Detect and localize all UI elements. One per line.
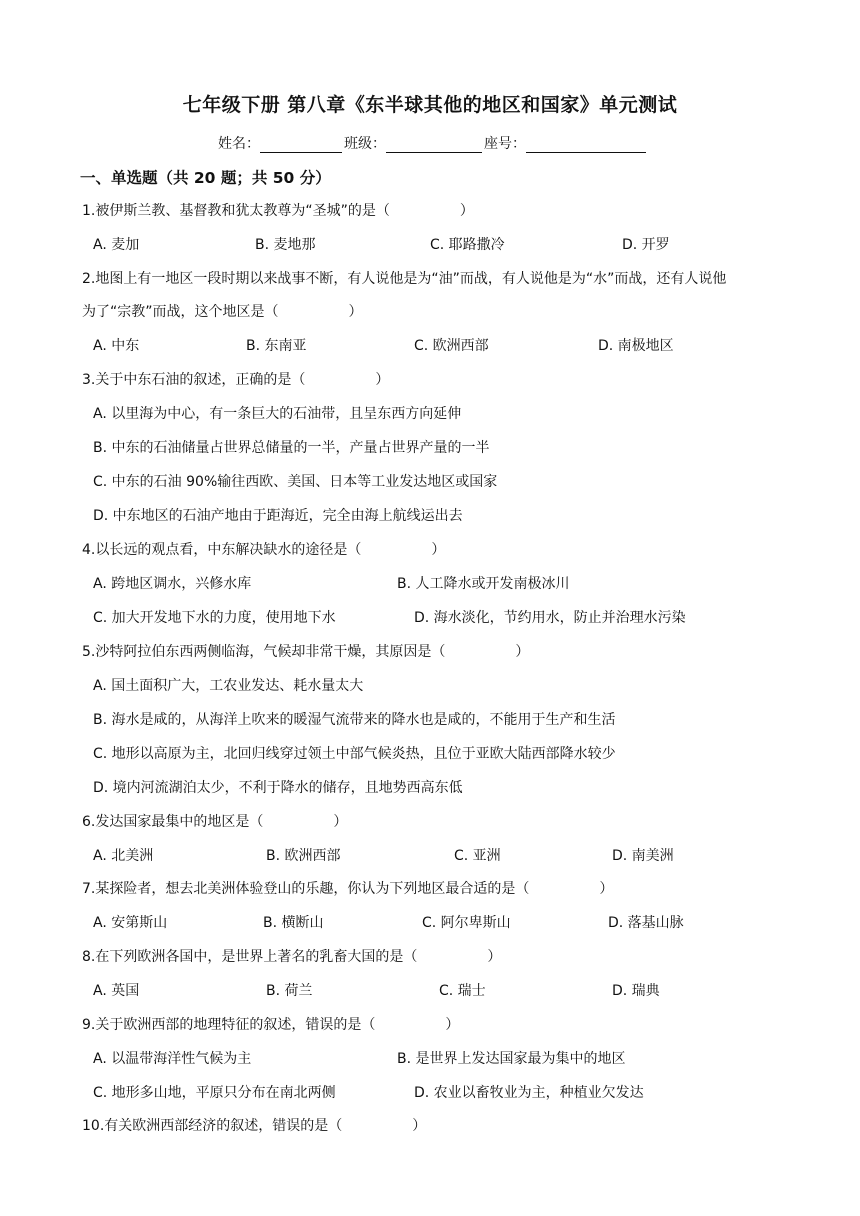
class-label: 班级： <box>344 136 386 152</box>
option-b[interactable]: B. 欧洲西部 <box>266 848 341 864</box>
question-stem-continued: 为了“宗教”而战，这个地区是（ ） <box>82 304 363 320</box>
question-stem: 10.有关欧洲西部经济的叙述，错误的是（ ） <box>82 1118 427 1134</box>
option-c[interactable]: C. 阿尔卑斯山 <box>422 915 511 931</box>
option-b[interactable]: B. 人工降水或开发南极冰川 <box>397 576 570 592</box>
option-c[interactable]: C. 地形多山地，平原只分布在南北两侧 <box>93 1085 336 1101</box>
option-a[interactable]: A. 以温带海洋性气候为主 <box>93 1051 252 1067</box>
student-info-line <box>218 133 648 153</box>
question-stem: 4.以长远的观点看，中东解决缺水的途径是（ ） <box>82 542 446 558</box>
question-stem: 8.在下列欧洲各国中，是世界上著名的乳畜大国的是（ ） <box>82 949 502 965</box>
option-d[interactable]: D. 瑞典 <box>612 983 660 999</box>
option-b[interactable]: B. 中东的石油储量占世界总储量的一半，产量占世界产量的一半 <box>93 440 490 456</box>
option-c[interactable]: C. 瑞士 <box>439 983 486 999</box>
option-b[interactable]: B. 麦地那 <box>255 237 316 253</box>
question-stem: 9.关于欧洲西部的地理特征的叙述，错误的是（ ） <box>82 1017 460 1033</box>
question-stem: 2.地图上有一地区一段时期以来战事不断，有人说他是为“油”而战，有人说他是为“水”而战，还有人说他 <box>82 271 727 287</box>
option-d[interactable]: D. 落基山脉 <box>608 915 684 931</box>
option-b[interactable]: B. 海水是咸的，从海洋上吹来的暖湿气流带来的降水也是咸的，不能用于生产和生活 <box>93 712 616 728</box>
option-c[interactable]: C. 欧洲西部 <box>414 338 489 354</box>
option-c[interactable]: C. 耶路撒冷 <box>430 237 505 253</box>
seat-label: 座号： <box>484 136 526 152</box>
option-c[interactable]: C. 中东的石油 90%输往西欧、美国、日本等工业发达地区或国家 <box>93 474 498 490</box>
page-title: 七年级下册 第八章《东半球其他的地区和国家》单元测试 <box>182 94 678 116</box>
question-stem: 6.发达国家最集中的地区是（ ） <box>82 814 348 830</box>
option-a[interactable]: A. 安第斯山 <box>93 915 168 931</box>
question-stem: 7.某探险者，想去北美洲体验登山的乐趣，你认为下列地区最合适的是（ ） <box>82 881 614 897</box>
seat-blank[interactable] <box>526 138 646 153</box>
option-d[interactable]: D. 境内河流湖泊太少，不利于降水的储存，且地势西高东低 <box>93 780 463 796</box>
option-b[interactable]: B. 是世界上发达国家最为集中的地区 <box>397 1051 626 1067</box>
option-a[interactable]: A. 英国 <box>93 983 140 999</box>
option-a[interactable]: A. 以里海为中心，有一条巨大的石油带，且呈东西方向延伸 <box>93 406 462 422</box>
option-d[interactable]: D. 中东地区的石油产地由于距海近，完全由海上航线运出去 <box>93 508 463 524</box>
option-a[interactable]: A. 中东 <box>93 338 140 354</box>
option-d[interactable]: D. 南美洲 <box>612 848 674 864</box>
name-blank[interactable] <box>260 138 342 153</box>
question-stem: 1.被伊斯兰教、基督教和犹太教尊为“圣城”的是（ ） <box>82 203 474 219</box>
option-d[interactable]: D. 开罗 <box>622 237 670 253</box>
option-c[interactable]: C. 加大开发地下水的力度，使用地下水 <box>93 610 336 626</box>
name-label: 姓名： <box>218 136 260 152</box>
class-blank[interactable] <box>386 138 482 153</box>
option-d[interactable]: D. 农业以畜牧业为主，种植业欠发达 <box>414 1085 644 1101</box>
option-a[interactable]: A. 麦加 <box>93 237 140 253</box>
option-b[interactable]: B. 横断山 <box>263 915 324 931</box>
option-d[interactable]: D. 海水淡化，节约用水，防止并治理水污染 <box>414 610 686 626</box>
section-heading: 一、单选题（共 20 题；共 50 分） <box>80 169 331 187</box>
question-stem: 5.沙特阿拉伯东西两侧临海，气候却非常干燥，其原因是（ ） <box>82 644 530 660</box>
option-b[interactable]: B. 荷兰 <box>266 983 313 999</box>
option-b[interactable]: B. 东南亚 <box>246 338 307 354</box>
option-d[interactable]: D. 南极地区 <box>598 338 674 354</box>
option-a[interactable]: A. 跨地区调水，兴修水库 <box>93 576 252 592</box>
option-c[interactable]: C. 地形以高原为主，北回归线穿过领土中部气候炎热，且位于亚欧大陆西部降水较少 <box>93 746 616 762</box>
option-a[interactable]: A. 国土面积广大，工农业发达、耗水量太大 <box>93 678 364 694</box>
option-c[interactable]: C. 亚洲 <box>454 848 501 864</box>
question-stem: 3.关于中东石油的叙述，正确的是（ ） <box>82 372 390 388</box>
option-a[interactable]: A. 北美洲 <box>93 848 154 864</box>
